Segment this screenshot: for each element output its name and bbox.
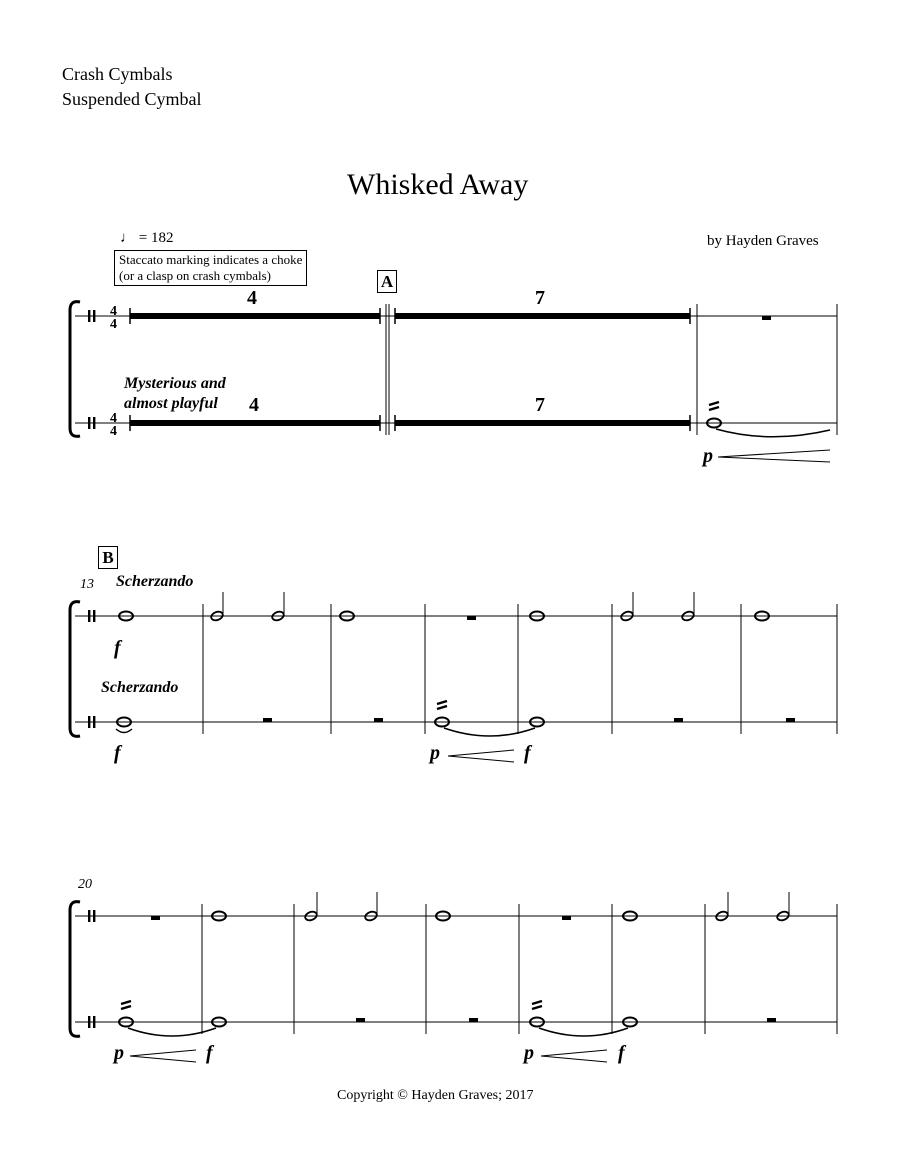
whole-rest [762, 316, 771, 320]
whole-rest [374, 718, 383, 722]
whole-rest [467, 616, 476, 620]
dynamic-marking: p [703, 445, 713, 467]
expression-line-1: Mysterious and [124, 375, 226, 392]
dynamic-marking: f [206, 1042, 213, 1064]
multirest-count: 4 [249, 394, 259, 416]
dynamic-marking: f [618, 1042, 625, 1064]
tie-icon [116, 729, 132, 733]
system-1 [70, 302, 837, 462]
whole-rest [767, 1018, 776, 1022]
dynamic-marking: f [524, 742, 531, 764]
page-title: Whisked Away [347, 168, 529, 201]
tie [444, 728, 535, 736]
tremolo-icon [709, 402, 719, 410]
system-3 [70, 892, 837, 1062]
quarter-note-icon: ♩ [120, 230, 135, 246]
rehearsal-mark-a: A [377, 270, 397, 293]
copyright: Copyright © Hayden Graves; 2017 [337, 1088, 534, 1103]
measure-number: 20 [78, 877, 92, 892]
multirest-count: 7 [535, 394, 545, 416]
measure-number: 13 [80, 577, 94, 592]
dynamic-marking: p [114, 1042, 124, 1064]
whole-rest [674, 718, 683, 722]
laissez-vibrer-tie [716, 429, 830, 437]
crescendo-hairpin [130, 1050, 196, 1062]
multirest-bar [395, 313, 690, 319]
expression-scherzando-upper: Scherzando [116, 573, 194, 590]
whole-rest [356, 1018, 365, 1022]
dynamic-marking: p [524, 1042, 534, 1064]
tremolo-icon [437, 701, 447, 709]
performance-note-line-1: Staccato marking indicates a choke [119, 252, 303, 267]
multirest-count: 4 [247, 287, 257, 309]
rehearsal-mark-b: B [98, 546, 118, 569]
time-sig-bottom: 4 [110, 424, 117, 439]
dynamic-marking: p [430, 742, 440, 764]
system-bracket [70, 902, 80, 1037]
system-bracket [70, 302, 80, 437]
time-sig-bottom: 4 [110, 317, 117, 332]
time-sig-top: 4 [110, 304, 117, 319]
expression-scherzando-lower: Scherzando [101, 679, 179, 696]
tempo-value: = 182 [138, 230, 174, 246]
instrument-name-crash: Crash Cymbals [62, 64, 173, 84]
system-2 [70, 592, 837, 762]
instrument-name-suspended: Suspended Cymbal [62, 89, 202, 109]
whole-rest [562, 916, 571, 920]
crescendo-hairpin [541, 1050, 607, 1062]
tremolo-icon [532, 1001, 542, 1009]
whole-rest [263, 718, 272, 722]
tremolo-icon [121, 1001, 131, 1009]
performance-note-line-2: (or a clasp on crash cymbals) [119, 268, 271, 283]
dynamic-marking: f [114, 742, 121, 764]
multirest-bar [130, 313, 380, 319]
whole-rest [786, 718, 795, 722]
multirest-bar [395, 420, 690, 426]
tie [128, 1028, 216, 1036]
composer: by Hayden Graves [707, 233, 819, 249]
system-bracket [70, 602, 80, 737]
crescendo-hairpin [718, 450, 830, 462]
whole-rest [151, 916, 160, 920]
time-sig-top: 4 [110, 411, 117, 426]
multirest-bar [130, 420, 380, 426]
multirest-count: 7 [535, 287, 545, 309]
tie [539, 1028, 628, 1036]
expression-line-2: almost playful [124, 395, 218, 412]
crescendo-hairpin [448, 750, 514, 762]
dynamic-marking: f [114, 637, 121, 659]
whole-rest [469, 1018, 478, 1022]
